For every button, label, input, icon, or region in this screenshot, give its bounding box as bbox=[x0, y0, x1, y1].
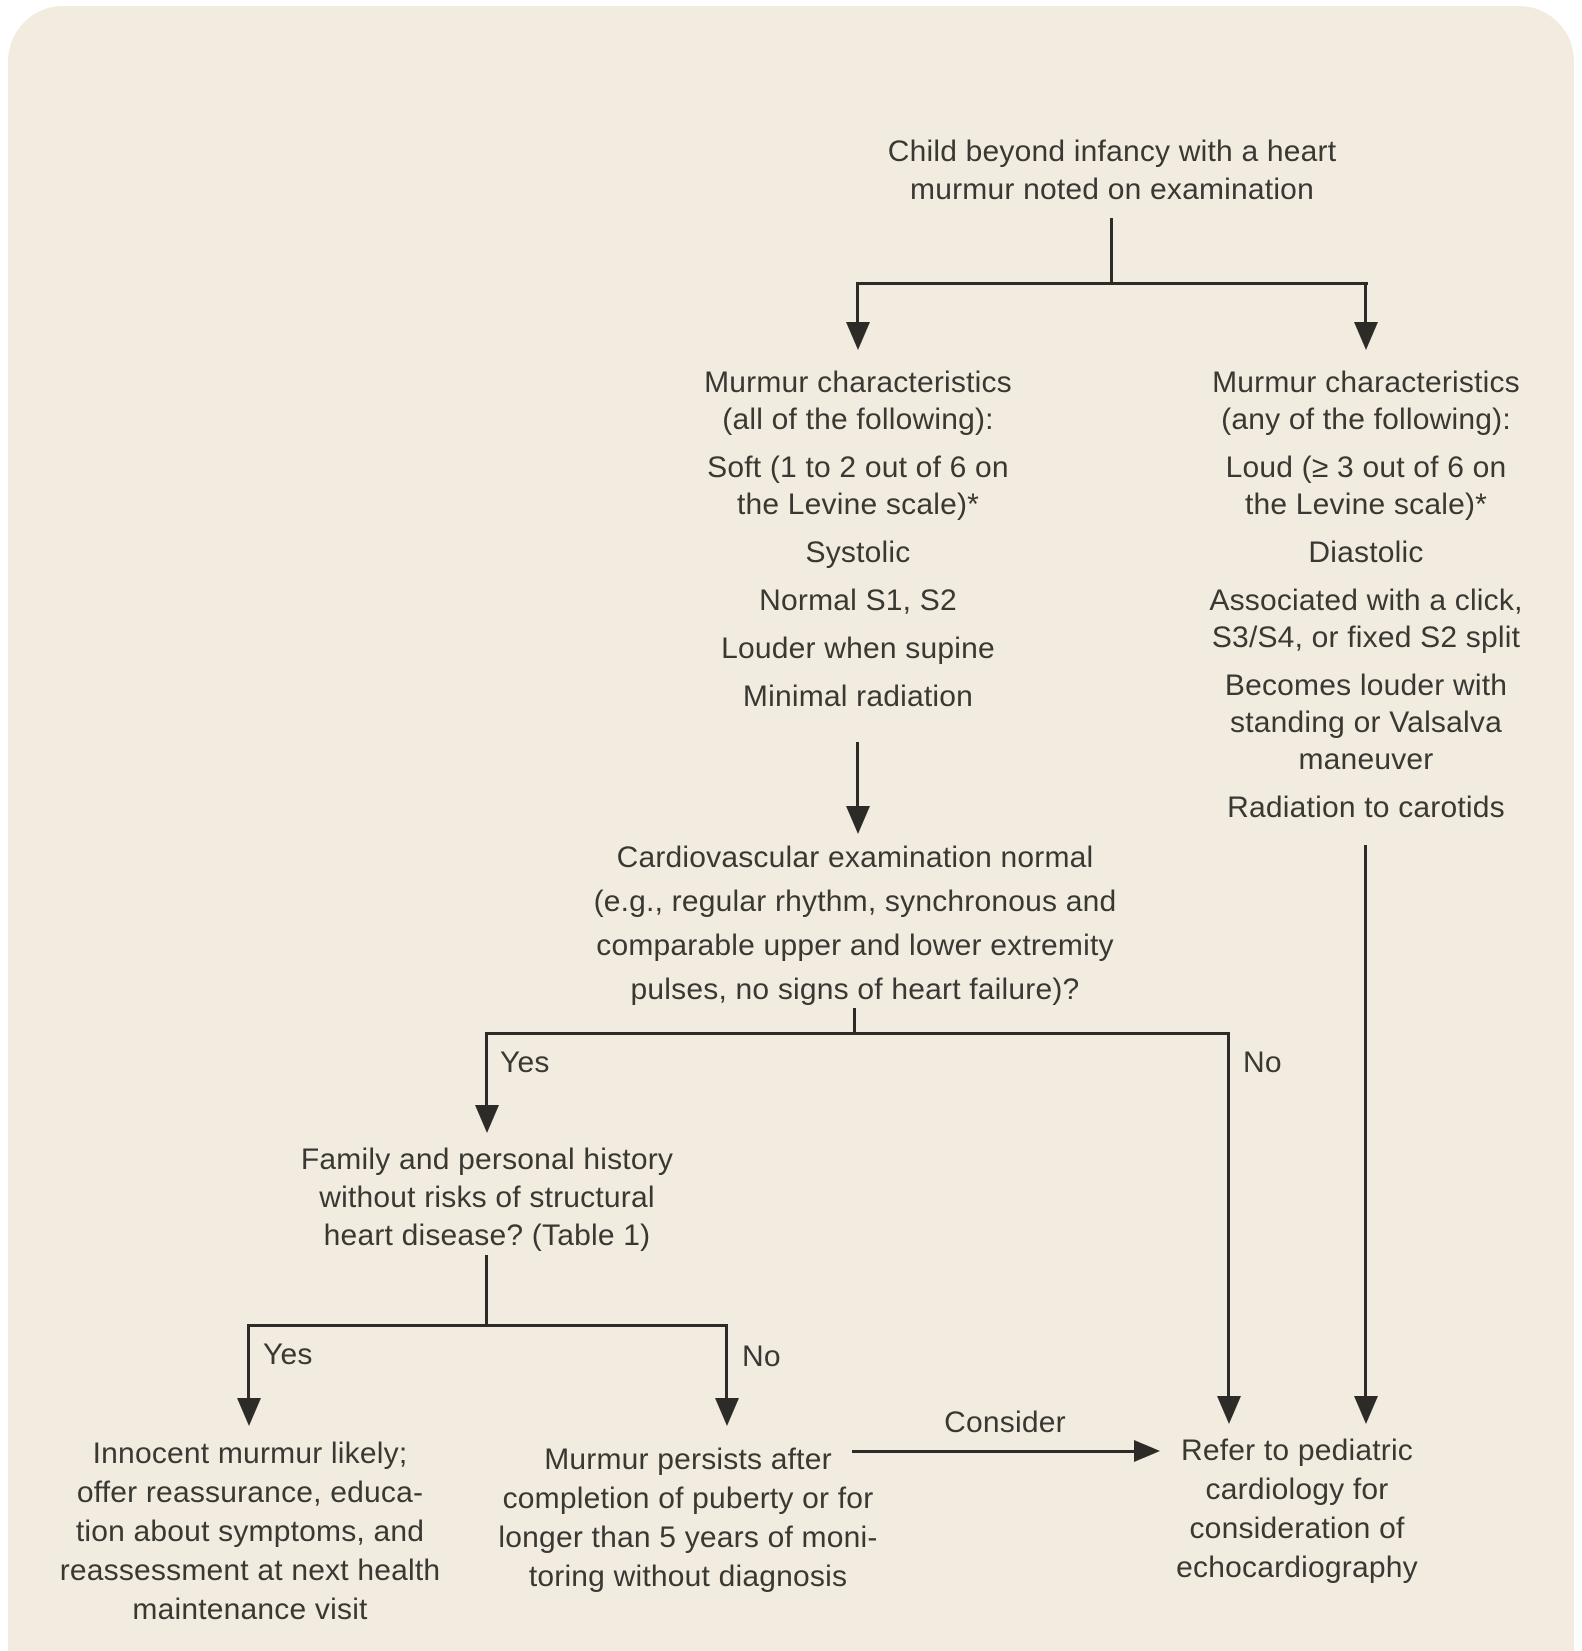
right-item-carotids: Radiation to carotids bbox=[1227, 791, 1505, 824]
persists-line2: completion of puberty or for bbox=[502, 1482, 874, 1515]
arrowhead-split2-yes-icon bbox=[237, 1398, 261, 1426]
arrowhead-split1-no-icon bbox=[1217, 1396, 1241, 1424]
left-item-louder-supine: Louder when supine bbox=[721, 632, 995, 665]
refer-line2: cardiology for bbox=[1205, 1473, 1389, 1506]
node-root-line1: Child beyond infancy with a heart bbox=[887, 135, 1337, 168]
right-subtitle: (any of the following): bbox=[1221, 403, 1511, 436]
cv-exam-line1: Cardiovascular examination normal bbox=[616, 841, 1094, 874]
connector-split1-no-shaft bbox=[1227, 1032, 1230, 1396]
refer-line4: echocardiography bbox=[1176, 1551, 1418, 1584]
refer-line3: consideration of bbox=[1189, 1512, 1405, 1545]
left-item-normal-s1s2: Normal S1, S2 bbox=[759, 584, 957, 617]
node-refer-cardiology-outcome bbox=[1132, 1431, 1462, 1587]
persists-line4: toring without diagnosis bbox=[528, 1560, 848, 1593]
innocent-line1: Innocent murmur likely; bbox=[92, 1437, 408, 1470]
edge-label-split1-no: No bbox=[1243, 1046, 1282, 1079]
arrowhead-left-branch-icon bbox=[846, 322, 870, 350]
connector-split2-no-shaft bbox=[725, 1324, 728, 1398]
persists-line1: Murmur persists after bbox=[544, 1443, 832, 1476]
persists-line3: longer than 5 years of moni- bbox=[498, 1521, 878, 1554]
node-root bbox=[872, 133, 1352, 209]
arrowhead-right-branch-icon bbox=[1354, 322, 1378, 350]
connector-split2-yes-shaft bbox=[247, 1324, 250, 1398]
connector-rightcol-to-refer-shaft bbox=[1364, 845, 1367, 1396]
connector-split1-yes-shaft bbox=[485, 1032, 488, 1105]
innocent-line5: maintenance visit bbox=[132, 1593, 368, 1626]
left-item-soft-line2: the Levine scale)* bbox=[736, 488, 980, 521]
left-item-minimal-radiation: Minimal radiation bbox=[742, 680, 974, 713]
innocent-line3: tion about symptoms, and bbox=[75, 1515, 425, 1548]
right-item-click-line1: Associated with a click, bbox=[1209, 584, 1523, 617]
cv-exam-line3: comparable upper and lower extremity bbox=[596, 929, 1114, 962]
right-item-loud-line1: Loud (≥ 3 out of 6 on bbox=[1225, 451, 1507, 484]
cv-exam-line2: (e.g., regular rhythm, synchronous and bbox=[593, 885, 1117, 918]
right-item-loud-line2: the Levine scale)* bbox=[1244, 488, 1488, 521]
edge-label-split2-yes: Yes bbox=[263, 1338, 313, 1371]
arrowhead-rightcol-to-refer-icon bbox=[1354, 1396, 1378, 1424]
connector-split1 bbox=[485, 1032, 1230, 1035]
connector-right-branch-shaft bbox=[1364, 282, 1367, 323]
node-murmur-characteristics-any bbox=[1151, 364, 1581, 826]
right-title: Murmur characteristics bbox=[1212, 366, 1520, 399]
right-item-standing-line1: Becomes louder with bbox=[1224, 669, 1508, 702]
arrowhead-split1-yes-icon bbox=[475, 1105, 499, 1133]
node-innocent-murmur-outcome bbox=[40, 1434, 460, 1629]
node-cv-exam-question bbox=[535, 836, 1175, 1012]
connector-consider bbox=[852, 1450, 1134, 1453]
right-item-click-line2: S3/S4, or fixed S2 split bbox=[1211, 621, 1521, 654]
family-line2: without risks of structural bbox=[319, 1181, 655, 1214]
right-item-standing-line3: maneuver bbox=[1298, 743, 1434, 776]
connector-split2 bbox=[247, 1324, 728, 1327]
edge-label-split2-no: No bbox=[742, 1340, 781, 1373]
left-item-systolic: Systolic bbox=[805, 536, 911, 569]
family-line1: Family and personal history bbox=[300, 1143, 674, 1176]
refer-line1: Refer to pediatric bbox=[1180, 1434, 1414, 1467]
node-family-history-question bbox=[287, 1141, 687, 1255]
node-root-line2: murmur noted on examination bbox=[910, 173, 1314, 206]
connector-left-branch-shaft bbox=[856, 282, 859, 323]
connector-top-split bbox=[857, 282, 1368, 285]
right-item-diastolic: Diastolic bbox=[1308, 536, 1424, 569]
innocent-line4: reassessment at next health bbox=[59, 1554, 441, 1587]
arrowhead-split2-no-icon bbox=[715, 1398, 739, 1426]
connector-cvexam-stem bbox=[853, 1008, 856, 1034]
node-murmur-persists bbox=[488, 1440, 888, 1596]
edge-label-consider: Consider bbox=[944, 1406, 1066, 1439]
family-line3: heart disease? (Table 1) bbox=[323, 1219, 651, 1252]
right-item-standing-line2: standing or Valsalva bbox=[1230, 706, 1502, 739]
edge-label-split1-yes: Yes bbox=[500, 1046, 550, 1079]
left-item-soft-line1: Soft (1 to 2 out of 6 on bbox=[707, 451, 1009, 484]
connector-family-stem bbox=[485, 1255, 488, 1325]
arrowhead-leftcol-to-cvexam-icon bbox=[846, 806, 870, 834]
connector-leftcol-to-cvexam-shaft bbox=[856, 742, 859, 806]
left-title: Murmur characteristics bbox=[704, 366, 1012, 399]
innocent-line2: offer reassurance, educa- bbox=[76, 1476, 424, 1509]
left-subtitle: (all of the following): bbox=[722, 403, 994, 436]
node-murmur-characteristics-all bbox=[648, 364, 1068, 715]
connector-root-stem bbox=[1110, 218, 1113, 283]
cv-exam-line4: pulses, no signs of heart failure)? bbox=[630, 973, 1080, 1006]
